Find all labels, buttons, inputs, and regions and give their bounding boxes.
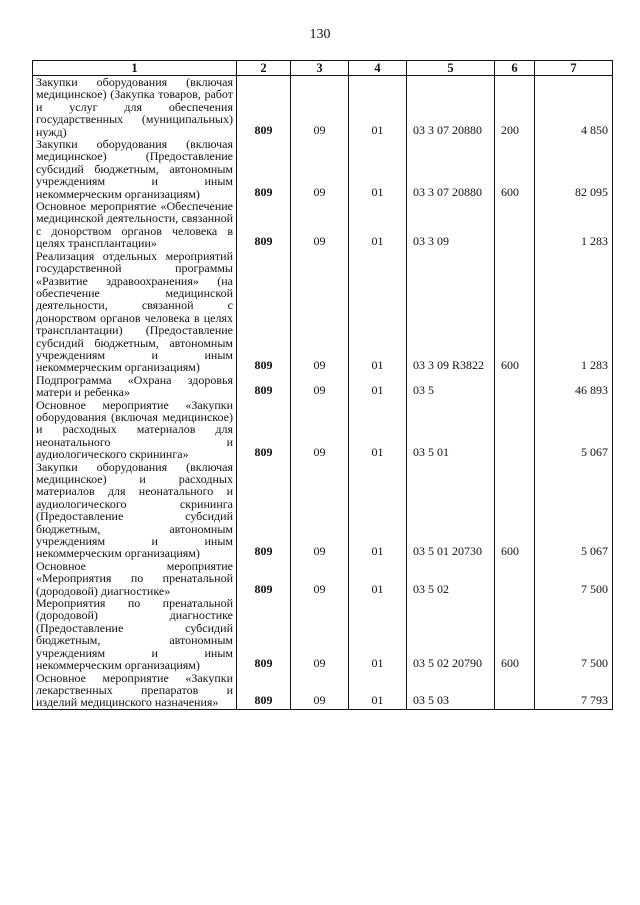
expense-type-code: 600 [495,138,535,200]
expense-type-code [495,672,535,710]
amount: 7 500 [535,597,613,671]
row-name [33,672,237,710]
target-article-code: 03 5 01 [407,399,495,461]
target-article-code: 03 3 09 [407,200,495,250]
subsection-code: 01 [349,76,407,139]
expense-type-code [495,200,535,250]
subsection-code: 01 [349,138,407,200]
table-row [33,374,613,399]
table-row [33,76,613,139]
budget-table [32,60,613,710]
table-row [33,138,613,200]
row-name-text: Реализация отдельных мероприятий государственной программы «Развитие здравоохранения» (на обеспечение медицинской деятельности, связанной с донорством органов человека в целях трансплантации) (Предоставление субсидий бюджетным, автономным учреждениям и иным [36,248,233,362]
row-name [33,250,237,374]
column-header: 4 [349,61,407,76]
target-article-code: 03 5 02 [407,560,495,597]
table-row [33,560,613,597]
row-name-text: Основное мероприятие «Мероприятия по пренатальной [36,558,233,586]
ministry-code: 809 [237,200,291,250]
row-name-text: Закупки оборудования (включая медицинское) и расходных материалов для неонатального и аудиологического скрининга (Предоставление субсидий бюджетным, автономным учреждениям и иным [36,459,233,549]
amount: 46 893 [535,374,613,399]
section-code: 09 [291,374,349,399]
page-number: 130 [309,27,331,42]
row-name [33,399,237,461]
section-code: 09 [291,76,349,139]
amount: 1 283 [535,200,613,250]
section-code: 09 [291,461,349,560]
row-name-text: Закупки оборудования (включая медицинское) (Предоставление субсидий бюджетным, автономным учреждениям и иным [36,137,233,189]
column-header: 7 [535,61,613,76]
ministry-code: 809 [237,461,291,560]
section-code: 09 [291,200,349,250]
target-article-code: 03 5 [407,374,495,399]
table-row [33,200,613,250]
row-name-last-line: изделий медицинского назначения» [36,695,219,710]
expense-type-code: 600 [495,461,535,560]
column-header: 6 [495,61,535,76]
expense-type-code: 200 [495,76,535,139]
row-name [33,461,237,560]
table-row [33,597,613,671]
amount: 4 850 [535,76,613,139]
subsection-code: 01 [349,399,407,461]
expense-type-code [495,560,535,597]
ministry-code: 809 [237,597,291,671]
section-code: 09 [291,138,349,200]
subsection-code: 01 [349,374,407,399]
target-article-code: 03 5 02 20790 [407,597,495,671]
row-name-text: Основное мероприятие «Обеспечение медицинской деятельности, связанной с донорством органов человека в [36,199,233,238]
row-name-last-line: (дородовой) диагностике» [36,583,171,598]
subsection-code: 01 [349,250,407,374]
row-name-last-line: целях трансплантации» [36,236,157,251]
ministry-code: 809 [237,560,291,597]
row-name [33,560,237,597]
column-header: 1 [33,61,237,76]
section-code: 09 [291,672,349,710]
subsection-code: 01 [349,200,407,250]
row-name [33,374,237,399]
row-name-text: Мероприятия по пренатальной (дородовой) диагностике (Предоставление субсидий бюджетным, автономным учреждениям и иным [36,596,233,660]
amount: 5 067 [535,461,613,560]
row-name [33,597,237,671]
row-name-last-line: некоммерческим организациям) [36,360,200,375]
amount: 5 067 [535,399,613,461]
ministry-code: 809 [237,672,291,710]
expense-type-code [495,399,535,461]
expense-type-code: 600 [495,250,535,374]
row-name-text: Закупки оборудования (включая медицинское) (Закупка товаров, работ и услуг для обеспечения государственных (муниципальных) [36,75,233,127]
amount: 82 095 [535,138,613,200]
section-code: 09 [291,597,349,671]
amount: 7 500 [535,560,613,597]
table-row [33,250,613,374]
row-name-last-line: нужд) [36,124,67,139]
ministry-code: 809 [237,138,291,200]
subsection-code: 01 [349,461,407,560]
table-row [33,399,613,461]
row-name [33,200,237,250]
row-name-last-line: некоммерческим организациям) [36,546,200,561]
row-name-text: Подпрограмма «Охрана здоровья [36,372,233,387]
row-name-last-line: некоммерческим организациям) [36,658,200,673]
row-name-text: Основное мероприятие «Закупки лекарственных препаратов и [36,670,233,697]
target-article-code: 03 3 09 R3822 [407,250,495,374]
ministry-code: 809 [237,76,291,139]
row-name [33,138,237,200]
row-name-last-line: некоммерческим организациям) [36,186,200,201]
ministry-code: 809 [237,399,291,461]
column-header: 3 [291,61,349,76]
row-name-text: Основное мероприятие «Закупки оборудования (включая медицинское) и расходных материалов для неонатального и [36,397,233,449]
section-code: 09 [291,399,349,461]
subsection-code: 01 [349,560,407,597]
subsection-code: 01 [349,597,407,671]
row-name-last-line: аудиологического скрининга» [36,447,189,462]
table-row [33,461,613,560]
target-article-code: 03 3 07 20880 [407,76,495,139]
target-article-code: 03 5 03 [407,672,495,710]
table-header-row [33,61,613,76]
ministry-code: 809 [237,374,291,399]
table-row [33,672,613,710]
expense-type-code: 600 [495,597,535,671]
section-code: 09 [291,560,349,597]
amount: 1 283 [535,250,613,374]
ministry-code: 809 [237,250,291,374]
subsection-code: 01 [349,672,407,710]
row-name [33,76,237,139]
expense-type-code [495,374,535,399]
section-code: 09 [291,250,349,374]
target-article-code: 03 3 07 20880 [407,138,495,200]
target-article-code: 03 5 01 20730 [407,461,495,560]
column-header: 5 [407,61,495,76]
amount: 7 793 [535,672,613,710]
row-name-last-line: матери и ребенка» [36,385,130,400]
column-header: 2 [237,61,291,76]
